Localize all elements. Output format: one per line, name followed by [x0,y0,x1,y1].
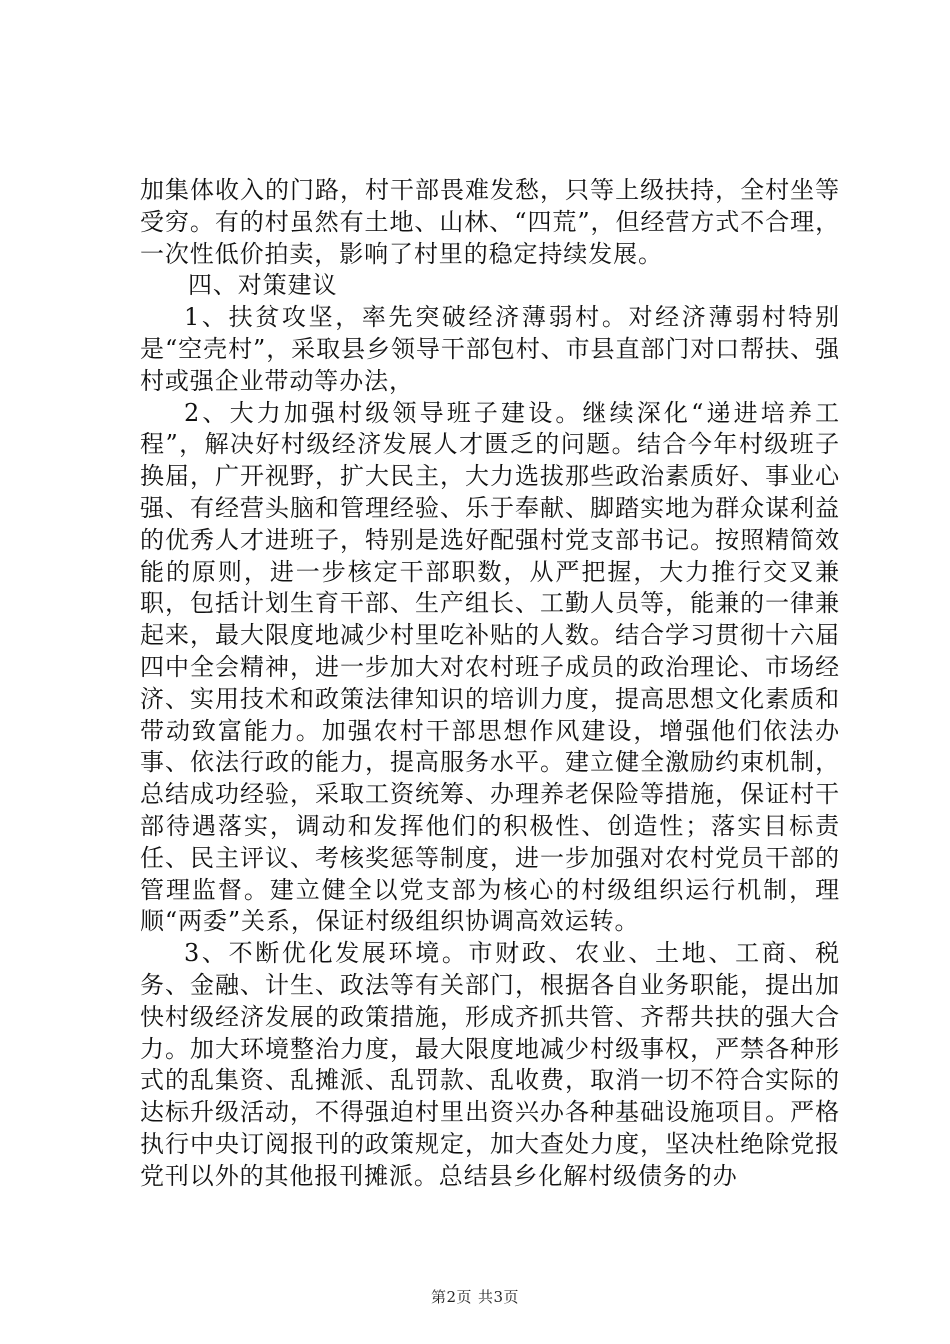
paragraph-item-3: 3、不断优化发展环境。市财政、农业、土地、工商、税务、金融、计生、政法等有关部门，根据各自业务职能，提出加快村级经济发展的政策措施，形成齐抓共管、齐帮共扶的强大合力。加大环境整治力度，最大限度地减少村级事权，严禁各种形式的乱集资、乱摊派、乱罚款、乱收费，取消一切不符合实际的达标升级活动，不得强迫村里出资兴办各种基础设施项目。严格执行中央订阅报刊的政策规定，加大查处力度，坚决杜绝除党报党刊以外的其他报刊摊派。总结县乡化解村级债务的办 [140,939,840,1190]
paragraph-item-1: 1、扶贫攻坚，率先突破经济薄弱村。对经济薄弱村特别是“空壳村”，采取县乡领导干部包村、市县直部门对口帮扶、强村或强企业带动等办法， [140,303,840,395]
paragraph-item-2: 2、大力加强村级领导班子建设。继续深化“递进培养工程”，解决好村级经济发展人才匮乏的问题。结合今年村级班子换届，广开视野，扩大民主，大力选拔那些政治素质好、事业心强、有经营头脑和管理经验、乐于奉献、脚踏实地为群众谋利益的优秀人才进班子，特别是选好配强村党支部书记。按照精简效能的原则，进一步核定干部职数，从严把握，大力推行交叉兼职，包括计划生育干部、生产组长、工勤人员等，能兼的一律兼起来，最大限度地减少村里吃补贴的人数。结合学习贯彻十六届四中全会精神，进一步加大对农村班子成员的政治理论、市场经济、实用技术和政策法律知识的培训力度，提高思想文化素质和带动致富能力。加强农村干部思想作风建设，增强他们依法办事、依法行政的能力，提高服务水平。建立健全激励约束机制，总结成功经验，采取工资统筹、办理养老保险等措施，保证村干部待遇落实，调动和发挥他们的积极性、创造性；落实目标责任、民主评议、考核奖惩等制度，进一步加强对农村党员干部的管理监督。建立健全以党支部为核心的村级组织运行机制，理顺“两委”关系，保证村级组织协调高效运转。 [140,398,840,936]
section-heading: 四、对策建议 [188,271,338,300]
document-body [140,175,840,1193]
paragraph-continuation: 加集体收入的门路，村干部畏难发愁，只等上级扶持，全村坐等受穷。有的村虽然有土地、山林、“四荒”，但经营方式不合理，一次性低价拍卖，影响了村里的稳定持续发展。 [140,176,840,268]
page-number: 第2页 [430,1288,472,1306]
page-total: 共3页 [478,1288,520,1306]
page-footer [0,1286,950,1307]
